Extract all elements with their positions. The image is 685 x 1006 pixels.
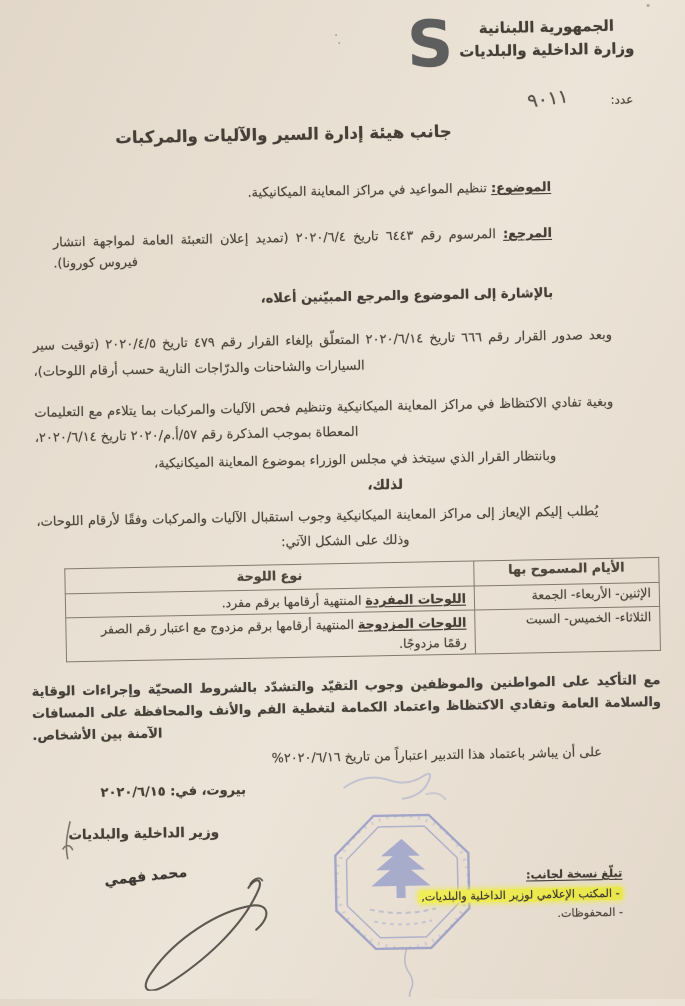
plate-type-double-term: اللوحات المزدوجة: [357, 614, 467, 632]
paragraph-request: يُطلب إليكم الإيعاز إلى مراكز المعاينة الميكانيكية وجوب استقبال الآليات والمركبات وفقًا لأرقام اللوحات، وذلك على الشكل الآتي:: [36, 504, 599, 551]
subject-text: تنظيم المواعيد في مراكز المعاينة الميكانيكية.: [247, 181, 492, 201]
letterhead: [406, 7, 635, 83]
plate-type-single-rest: المنتهية أرقامها برقم مفرد.: [221, 592, 366, 611]
plate-type-double-rest: المنتهية أرقامها برقم مزدوج مع اعتبار رقم الصفر رقمًا مزدوجًا.: [100, 616, 467, 651]
cc-heading: تبلّغ نسخة لجانب:: [525, 866, 623, 882]
ministry-title: وزارة الداخلية والبلديات: [459, 39, 635, 61]
paragraph-health-emphasis: مع التأكيد على المواطنين والموظفين وجوب التقيّد والتشدّد بالشروط الصحيّة وإجراءات الوقاية والسلامة العامة وتفادي الاكتظاظ واعتماد الكمامة لتغطية الفم والأنف والمحافظة على المسافات الآمنة بين الأشخاص.: [31, 672, 662, 745]
minister-name: محمد فهمي: [103, 864, 188, 890]
schedule-table: [64, 557, 661, 662]
document-number: [526, 85, 634, 113]
reference-label: المرجع:: [502, 225, 553, 242]
header-allowed-days: الأيام المسموح بها: [474, 557, 659, 585]
scan-speck: [335, 34, 337, 36]
cell-days-single: الإثنين- الأربعاء- الجمعة: [474, 582, 659, 610]
number-value-handwritten: ٩٠١١: [526, 85, 571, 113]
reference-text: المرسوم رقم ٦٤٤٣ تاريخ ٢٠٢٠/٦/٤ (تمديد إعلان التعبئة العامة لمواجهة انتشار فيروس كورونا).: [52, 226, 504, 272]
cc-item-highlighted-text: - المكتب الإعلامي لوزير الداخلية والبلديات,: [418, 886, 623, 903]
subject-line: [34, 180, 551, 205]
cc-block: [418, 864, 623, 927]
signature-icon: [62, 873, 279, 992]
paragraph-purpose: وبغية تفادي الاكتظاظ في مراكز المعاينة الميكانيكية وتنظيم فحص الآليات والمركبات بما يتلاءم مع التعليمات المعطاة بموجب المذكرة رقم ٥٧/أ.م/٢٠٢٠ تاريخ ٢٠٢٠/٦/١٤،: [34, 394, 614, 447]
cell-days-double: الثلاثاء- الخميس- السبت: [475, 607, 661, 654]
republic-title: الجمهورية اللبنانية: [478, 16, 615, 38]
letterhead-logo-icon: S: [406, 7, 454, 83]
paragraph-decision: وبعد صدور القرار رقم ٦٦٦ تاريخ ٢٠٢٠/٦/١٤ المتعلّق بإلغاء القرار رقم ٤٧٩ تاريخ ٢٠٢٠/٤/٥ (توقيت سير السيارات والشاحنات والدرّاجات النارية حسب أرقام اللوحات)،: [32, 327, 613, 380]
therefore-line: لذلك،: [367, 476, 404, 494]
pen-mark: [54, 817, 81, 869]
subject-label: الموضوع:: [490, 179, 552, 197]
effective-date-line: على أن يباشر باعتماد هذا التدبير اعتباراً من تاريخ ٢٠٢٠/٦/١٦%: [271, 745, 603, 767]
scan-speck: [338, 42, 340, 44]
paragraph-pending: وبانتظار القرار الذي سيتخذ في مجلس الوزراء بموضوع المعاينة الميكانيكية،: [153, 448, 557, 472]
plate-type-single-term: اللوحات المفردة: [365, 590, 467, 608]
recipient-line: جانب هيئة إدارة السير والآليات والمركبات: [115, 121, 452, 148]
cell-type-double: [66, 610, 476, 662]
scan-speck: [647, 4, 650, 7]
header-plate-type: نوع اللوحة: [65, 561, 474, 594]
place-date-line: بيروت، في: ٢٠٢٠/٦/١٥: [100, 782, 247, 801]
reference-line: [53, 223, 553, 275]
minister-title: وزير الداخلية والبلديات: [68, 824, 220, 844]
number-label: عدد:: [610, 92, 634, 107]
letterhead-text: [459, 14, 635, 64]
cc-item-archives: - المحفوظات.: [557, 905, 624, 921]
paragraph-intro: بالإشارة إلى الموضوع والمرجع المبيّنين أعلاه،: [260, 285, 554, 307]
